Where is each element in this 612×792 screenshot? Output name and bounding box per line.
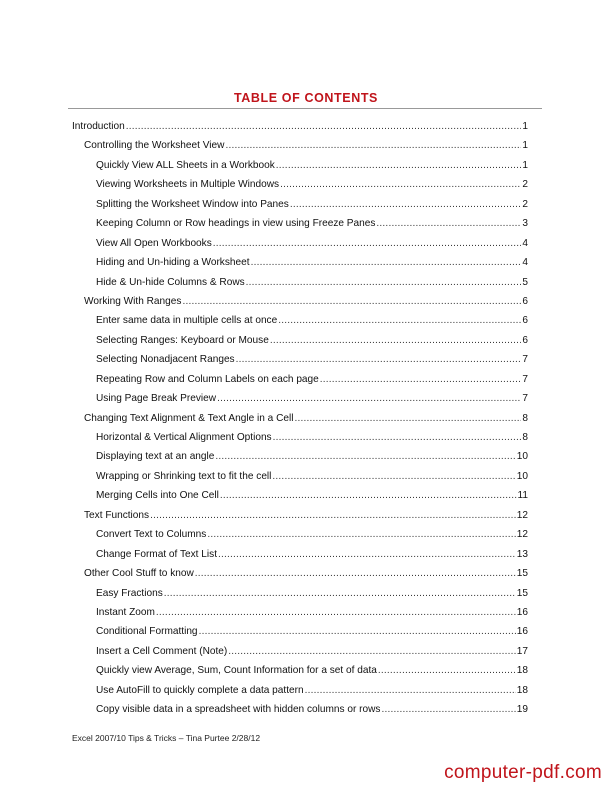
dot-leader	[220, 486, 517, 505]
dot-leader	[280, 175, 521, 194]
toc-entry-title: Insert a Cell Comment (Note)	[96, 645, 228, 657]
toc-entry-title: Repeating Row and Column Labels on each page	[96, 373, 319, 385]
toc-entry[interactable]	[72, 564, 542, 583]
dot-leader	[376, 214, 521, 233]
toc-entry-title: Changing Text Alignment & Text Angle in a Cell	[84, 412, 294, 424]
toc-entry[interactable]	[72, 467, 542, 486]
toc-entry[interactable]	[72, 311, 542, 330]
toc-entry-page-number: 10	[516, 470, 528, 482]
toc-entry-title: Selecting Nonadjacent Ranges	[96, 354, 235, 366]
toc-entry[interactable]	[72, 253, 542, 272]
dot-leader	[182, 292, 521, 311]
toc-entry[interactable]	[72, 447, 542, 466]
toc-entry-title: Wrapping or Shrinking text to fit the cell	[96, 470, 272, 482]
dot-leader	[150, 506, 516, 525]
dot-leader	[270, 331, 522, 350]
toc-entry-page-number: 19	[516, 704, 528, 716]
dot-leader	[126, 117, 522, 136]
toc-entry-title: Quickly view Average, Sum, Count Information for a set of data	[96, 665, 377, 677]
toc-entry[interactable]	[72, 156, 542, 175]
toc-entry-title: Change Format of Text List	[96, 548, 217, 560]
toc-entry-page-number: 8	[522, 412, 528, 424]
toc-entry-page-number: 7	[522, 354, 528, 366]
toc-entry-title: Quickly View ALL Sheets in a Workbook	[96, 159, 275, 171]
dot-leader	[278, 311, 521, 330]
toc-entry-page-number: 5	[522, 276, 528, 288]
dot-leader	[272, 467, 515, 486]
toc-entry[interactable]	[72, 389, 542, 408]
toc-entry-page-number: 12	[516, 529, 528, 541]
watermark-logo: computer-pdf.com	[444, 762, 602, 783]
toc-entry[interactable]	[72, 409, 542, 428]
toc-entry[interactable]	[72, 545, 542, 564]
toc-entry-title: Enter same data in multiple cells at once	[96, 315, 278, 327]
dot-leader	[381, 700, 515, 719]
dot-leader	[195, 564, 516, 583]
dot-leader	[213, 234, 522, 253]
toc-entry[interactable]	[72, 350, 542, 369]
toc-entry-title: Using Page Break Preview	[96, 393, 217, 405]
toc-entry[interactable]	[72, 525, 542, 544]
toc-entry-title: Splitting the Worksheet Window into Panes	[96, 198, 289, 210]
toc-entry-title: Easy Fractions	[96, 587, 163, 599]
toc-entry-title: Other Cool Stuff to know	[84, 568, 194, 580]
toc-entry-page-number: 17	[516, 645, 528, 657]
dot-leader	[320, 370, 522, 389]
toc-entry[interactable]	[72, 603, 542, 622]
toc-entry-page-number: 10	[516, 451, 528, 463]
toc-entry-page-number: 11	[517, 490, 528, 502]
dot-leader	[378, 661, 516, 680]
toc-entry-title: Selecting Ranges: Keyboard or Mouse	[96, 334, 269, 346]
toc-entry[interactable]	[72, 273, 542, 292]
toc-entry-page-number: 18	[516, 684, 528, 696]
toc-entry[interactable]	[72, 700, 542, 719]
dot-leader	[217, 389, 521, 408]
dot-leader	[305, 681, 516, 700]
dot-leader	[236, 350, 522, 369]
toc-entry-title: Controlling the Worksheet View	[84, 140, 225, 152]
toc-entry-title: Keeping Column or Row headings in view using Freeze Panes	[96, 218, 376, 230]
dot-leader	[246, 273, 522, 292]
toc-entry-page-number: 16	[516, 626, 528, 638]
toc-entry-page-number: 7	[522, 373, 528, 385]
dot-leader	[273, 428, 522, 447]
toc-entry[interactable]	[72, 428, 542, 447]
toc-entry[interactable]	[72, 486, 542, 505]
toc-entry-page-number: 18	[516, 665, 528, 677]
title-divider	[68, 108, 542, 109]
toc-entry[interactable]	[72, 292, 542, 311]
toc-entry-page-number: 6	[522, 315, 528, 327]
dot-leader	[225, 136, 521, 155]
toc-entry-title: Use AutoFill to quickly complete a data pattern	[96, 684, 304, 696]
toc-entry-page-number: 7	[522, 393, 528, 405]
dot-leader	[199, 622, 516, 641]
dot-leader	[215, 447, 515, 466]
toc-entry-page-number: 15	[516, 568, 528, 580]
dot-leader	[294, 409, 521, 428]
toc-entry[interactable]	[72, 117, 542, 136]
table-of-contents	[72, 117, 542, 720]
toc-entry-page-number: 6	[522, 295, 528, 307]
toc-entry-title: Horizontal & Vertical Alignment Options	[96, 432, 272, 443]
toc-entry-title: Displaying text at an angle	[96, 451, 215, 463]
toc-entry-title: Copy visible data in a spreadsheet with hidden columns or rows	[96, 704, 381, 716]
toc-entry-title: View All Open Workbooks	[96, 237, 212, 249]
toc-entry[interactable]	[72, 136, 542, 155]
dot-leader	[290, 195, 522, 214]
dot-leader	[207, 525, 515, 544]
page-title: TABLE OF CONTENTS	[234, 91, 378, 105]
toc-entry-title: Viewing Worksheets in Multiple Windows	[96, 179, 280, 191]
toc-entry[interactable]	[72, 175, 542, 194]
toc-entry-page-number: 12	[516, 509, 528, 521]
toc-entry[interactable]	[72, 214, 542, 233]
toc-entry-title: Convert Text to Columns	[96, 529, 207, 541]
toc-entry-page-number: 16	[516, 606, 528, 618]
dot-leader	[228, 642, 516, 661]
toc-entry-page-number: 1	[522, 140, 528, 152]
toc-entry-page-number: 3	[522, 218, 528, 230]
toc-entry-page-number: 8	[522, 432, 528, 443]
toc-entry[interactable]	[72, 622, 542, 641]
toc-entry-title: Text Functions	[84, 509, 150, 521]
toc-entry[interactable]	[72, 506, 542, 525]
dot-leader	[164, 584, 516, 603]
toc-entry-page-number: 6	[522, 334, 528, 346]
dot-leader	[276, 156, 522, 175]
page-footer: Excel 2007/10 Tips & Tricks – Tina Purtee 2/28/12	[72, 733, 261, 743]
toc-entry[interactable]	[72, 370, 542, 389]
toc-entry-page-number: 2	[522, 179, 528, 191]
dot-leader	[218, 545, 516, 564]
toc-entry-page-number: 2	[522, 198, 528, 210]
toc-entry-page-number: 1	[522, 121, 528, 132]
dot-leader	[156, 603, 516, 622]
toc-entry-page-number: 1	[522, 159, 528, 171]
toc-entry[interactable]	[72, 234, 542, 253]
toc-entry-page-number: 15	[516, 587, 528, 599]
toc-entry-page-number: 4	[522, 237, 528, 249]
toc-entry[interactable]	[72, 195, 542, 214]
dot-leader	[251, 253, 522, 272]
toc-entry-title: Hiding and Un-hiding a Worksheet	[96, 257, 250, 269]
toc-entry-title: Working With Ranges	[84, 295, 182, 307]
toc-entry-page-number: 13	[516, 548, 528, 560]
toc-entry-title: Introduction	[72, 121, 125, 132]
toc-entry[interactable]	[72, 642, 542, 661]
toc-entry-title: Merging Cells into One Cell	[96, 490, 219, 502]
toc-entry[interactable]	[72, 584, 542, 603]
toc-entry[interactable]	[72, 331, 542, 350]
toc-entry[interactable]	[72, 681, 542, 700]
toc-entry-title: Instant Zoom	[96, 606, 155, 618]
toc-entry-title: Hide & Un-hide Columns & Rows	[96, 276, 245, 288]
toc-entry[interactable]	[72, 661, 542, 680]
toc-entry-title: Conditional Formatting	[96, 626, 198, 638]
toc-entry-page-number: 4	[522, 257, 528, 269]
